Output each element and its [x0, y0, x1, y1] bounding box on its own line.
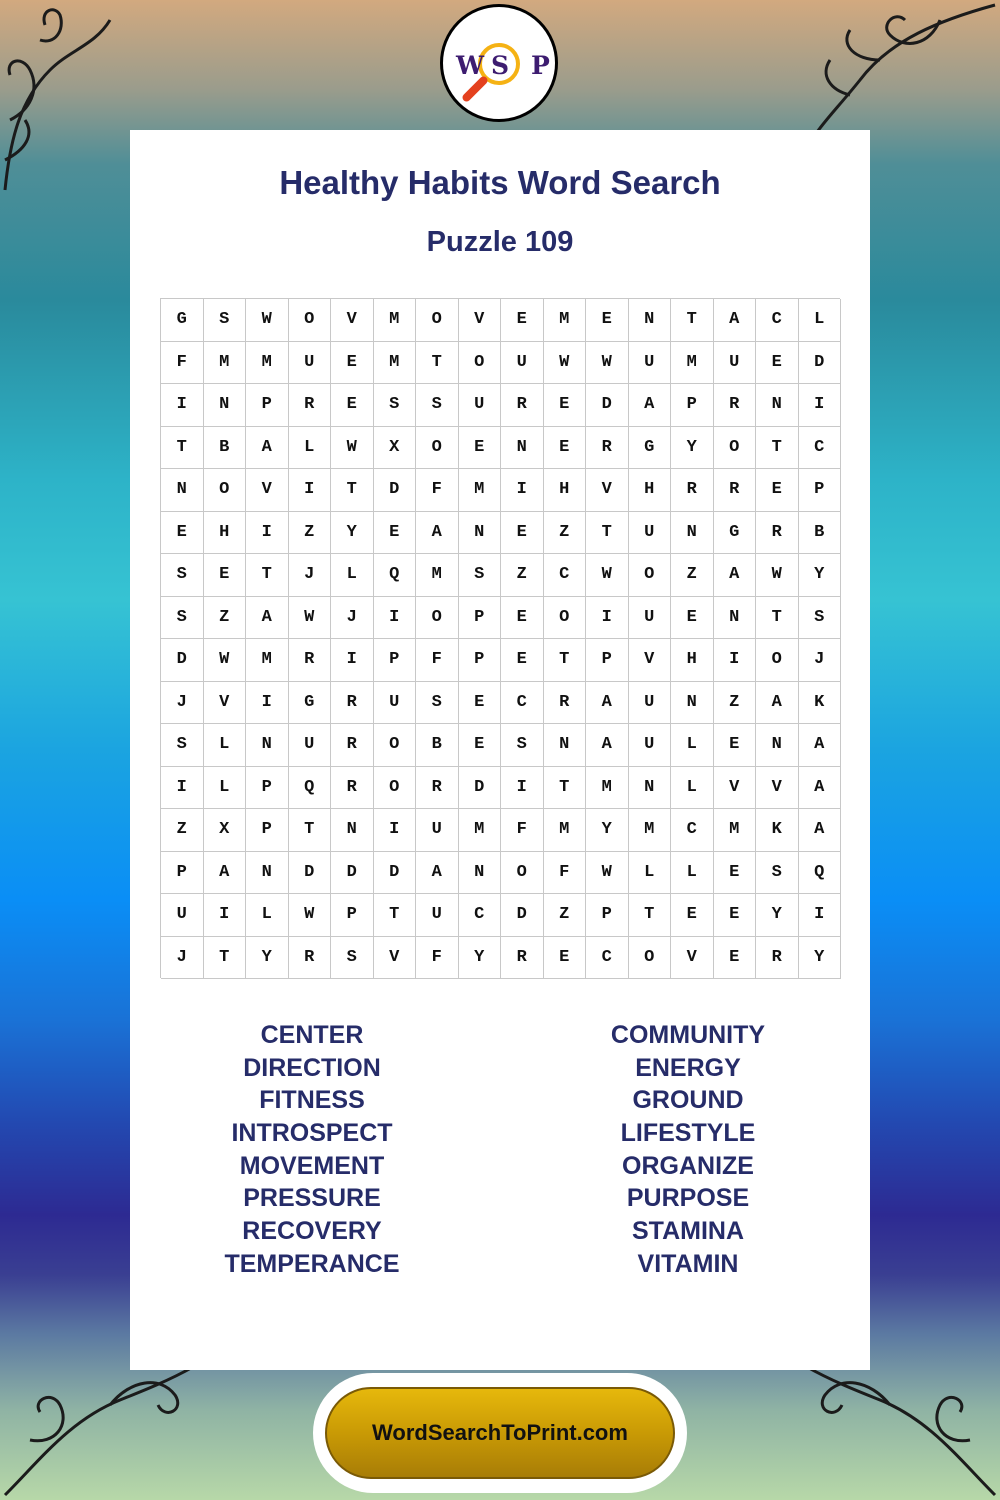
grid-cell[interactable]: R [544, 682, 587, 725]
grid-cell[interactable]: Y [586, 809, 629, 852]
word-list-item: TEMPERANCE [224, 1249, 400, 1278]
grid-cell[interactable]: E [714, 852, 757, 895]
grid-cell[interactable]: D [459, 767, 502, 810]
grid-cell[interactable]: I [204, 894, 247, 937]
grid-cell[interactable]: A [246, 597, 289, 640]
grid-cell[interactable]: W [586, 852, 629, 895]
grid-cell[interactable]: A [799, 767, 842, 810]
word-list-left [162, 1019, 462, 1281]
grid-cell[interactable]: S [331, 937, 374, 980]
grid-cell[interactable]: E [459, 724, 502, 767]
grid-cell[interactable]: V [756, 767, 799, 810]
grid-cell[interactable]: Y [799, 554, 842, 597]
grid-cell[interactable]: B [799, 512, 842, 555]
word-list-item: COMMUNITY [610, 1021, 766, 1049]
grid-cell[interactable]: C [671, 809, 714, 852]
grid-cell[interactable]: L [204, 724, 247, 767]
grid-cell[interactable]: V [204, 682, 247, 725]
footer-site-name: WordSearchToPrint.com [372, 1420, 628, 1445]
grid-cell[interactable]: O [416, 427, 459, 470]
grid-cell[interactable]: F [544, 852, 587, 895]
grid-cell[interactable]: Q [289, 767, 332, 810]
grid-cell[interactable]: I [501, 469, 544, 512]
page-title: Healthy Habits Word Search [279, 164, 721, 201]
grid-cell[interactable]: M [629, 809, 672, 852]
grid-cell[interactable]: U [629, 512, 672, 555]
grid-cell[interactable]: L [246, 894, 289, 937]
footer-link-button[interactable] [325, 1387, 675, 1479]
grid-cell[interactable]: P [374, 639, 417, 682]
grid-cell[interactable]: R [714, 469, 757, 512]
grid-cell[interactable]: E [459, 682, 502, 725]
grid-cell[interactable]: Z [501, 554, 544, 597]
grid-cell[interactable]: S [161, 724, 204, 767]
grid-cell[interactable]: P [459, 597, 502, 640]
grid-cell[interactable]: A [204, 852, 247, 895]
grid-cell[interactable]: P [459, 639, 502, 682]
grid-cell[interactable]: E [714, 937, 757, 980]
grid-cell[interactable]: A [756, 682, 799, 725]
grid-cell[interactable]: R [331, 767, 374, 810]
grid-cell[interactable]: F [416, 937, 459, 980]
grid-cell[interactable]: K [756, 809, 799, 852]
grid-cell[interactable]: A [714, 299, 757, 342]
grid-cell[interactable]: U [416, 894, 459, 937]
word-list-item: ENERGY [635, 1053, 741, 1082]
grid-cell[interactable]: L [671, 767, 714, 810]
puzzle-number: Puzzle 109 [426, 226, 574, 258]
grid-cell[interactable]: R [756, 937, 799, 980]
grid-cell[interactable]: R [501, 937, 544, 980]
grid-cell[interactable]: M [204, 342, 247, 385]
grid-cell[interactable]: T [756, 427, 799, 470]
grid-cell[interactable]: Z [204, 597, 247, 640]
grid-cell[interactable]: R [714, 384, 757, 427]
grid-cell[interactable]: W [586, 342, 629, 385]
grid-cell[interactable]: L [331, 554, 374, 597]
grid-cell[interactable]: J [799, 639, 842, 682]
grid-cell[interactable]: M [459, 809, 502, 852]
grid-cell[interactable]: P [586, 894, 629, 937]
grid-cell[interactable]: L [204, 767, 247, 810]
word-list-item: FITNESS [259, 1086, 365, 1115]
grid-cell[interactable]: S [459, 554, 502, 597]
grid-cell[interactable]: S [374, 384, 417, 427]
grid-cell[interactable]: E [544, 937, 587, 980]
grid-cell[interactable]: H [204, 512, 247, 555]
grid-cell[interactable]: X [204, 809, 247, 852]
grid-cell[interactable]: D [586, 384, 629, 427]
grid-cell[interactable]: O [289, 299, 332, 342]
grid-cell[interactable]: C [501, 682, 544, 725]
grid-cell[interactable]: M [246, 342, 289, 385]
grid-cell[interactable]: M [586, 767, 629, 810]
grid-cell[interactable]: N [331, 809, 374, 852]
grid-cell[interactable]: T [544, 767, 587, 810]
grid-cell[interactable]: Z [161, 809, 204, 852]
grid-cell[interactable]: D [374, 852, 417, 895]
grid-cell[interactable]: J [331, 597, 374, 640]
grid-cell[interactable]: V [459, 299, 502, 342]
grid-cell[interactable]: H [671, 639, 714, 682]
grid-cell[interactable]: E [714, 724, 757, 767]
grid-cell[interactable]: N [756, 724, 799, 767]
grid-cell[interactable]: E [671, 597, 714, 640]
grid-cell[interactable]: J [161, 682, 204, 725]
grid-cell[interactable]: E [586, 299, 629, 342]
grid-cell[interactable]: C [586, 937, 629, 980]
word-list-right [538, 1019, 838, 1281]
grid-cell[interactable]: N [246, 724, 289, 767]
grid-cell[interactable]: E [756, 342, 799, 385]
grid-cell[interactable]: N [459, 852, 502, 895]
letter-grid [160, 298, 840, 978]
grid-cell[interactable]: E [544, 427, 587, 470]
grid-cell[interactable]: A [416, 512, 459, 555]
grid-cell[interactable]: E [544, 384, 587, 427]
grid-cell[interactable]: P [246, 767, 289, 810]
grid-cell[interactable]: M [374, 342, 417, 385]
grid-cell[interactable]: N [671, 512, 714, 555]
grid-cell[interactable]: V [331, 299, 374, 342]
grid-cell[interactable]: I [289, 469, 332, 512]
grid-cell[interactable]: E [331, 384, 374, 427]
grid-cell[interactable]: O [756, 639, 799, 682]
grid-cell[interactable]: N [459, 512, 502, 555]
grid-cell[interactable]: A [586, 724, 629, 767]
grid-cell[interactable]: N [544, 724, 587, 767]
grid-cell[interactable]: S [799, 597, 842, 640]
grid-cell[interactable]: V [714, 767, 757, 810]
grid-cell[interactable]: F [416, 469, 459, 512]
grid-cell[interactable]: I [799, 384, 842, 427]
grid-cell[interactable]: I [161, 767, 204, 810]
grid-cell[interactable]: B [204, 427, 247, 470]
grid-cell[interactable]: Z [544, 512, 587, 555]
grid-cell[interactable]: U [714, 342, 757, 385]
word-list-item: PURPOSE [626, 1184, 750, 1213]
grid-cell[interactable]: R [289, 937, 332, 980]
grid-cell[interactable]: O [629, 554, 672, 597]
grid-cell[interactable]: G [289, 682, 332, 725]
grid-cell[interactable]: R [331, 724, 374, 767]
grid-cell[interactable]: D [799, 342, 842, 385]
grid-cell[interactable]: E [161, 512, 204, 555]
grid-cell[interactable]: V [671, 937, 714, 980]
grid-cell[interactable]: U [289, 342, 332, 385]
grid-cell[interactable]: P [246, 384, 289, 427]
grid-cell[interactable]: E [501, 512, 544, 555]
grid-cell[interactable]: Z [289, 512, 332, 555]
grid-cell[interactable]: N [671, 682, 714, 725]
site-logo[interactable] [440, 4, 558, 122]
grid-cell[interactable]: I [331, 639, 374, 682]
grid-cell[interactable]: C [799, 427, 842, 470]
grid-cell[interactable]: N [756, 384, 799, 427]
grid-cell[interactable]: O [714, 427, 757, 470]
grid-cell[interactable]: P [799, 469, 842, 512]
grid-cell[interactable]: U [416, 809, 459, 852]
grid-cell[interactable]: F [416, 639, 459, 682]
grid-cell[interactable]: J [289, 554, 332, 597]
grid-cell[interactable]: T [756, 597, 799, 640]
grid-cell[interactable]: U [289, 724, 332, 767]
grid-cell[interactable]: Y [459, 937, 502, 980]
grid-cell[interactable]: O [416, 299, 459, 342]
grid-cell[interactable]: E [501, 299, 544, 342]
grid-cell[interactable]: E [501, 597, 544, 640]
grid-cell[interactable]: C [459, 894, 502, 937]
grid-cell[interactable]: U [629, 597, 672, 640]
word-list-item: RECOVERY [242, 1217, 382, 1246]
grid-cell[interactable]: U [629, 342, 672, 385]
word-list-item: DIRECTION [243, 1053, 381, 1082]
grid-cell[interactable]: W [204, 639, 247, 682]
word-list-item: MOVEMENT [239, 1151, 385, 1180]
word-list-item: VITAMIN [637, 1249, 739, 1278]
grid-cell[interactable]: F [501, 809, 544, 852]
grid-cell[interactable]: U [374, 682, 417, 725]
grid-cell[interactable]: B [416, 724, 459, 767]
grid-cell[interactable]: Y [756, 894, 799, 937]
grid-cell[interactable]: U [629, 682, 672, 725]
grid-cell[interactable]: N [714, 597, 757, 640]
word-list-item: CENTER [260, 1021, 364, 1049]
grid-cell[interactable]: P [586, 639, 629, 682]
grid-cell[interactable]: H [629, 469, 672, 512]
grid-cell[interactable]: R [289, 639, 332, 682]
grid-cell[interactable]: M [374, 299, 417, 342]
grid-cell[interactable]: N [629, 767, 672, 810]
grid-cell[interactable]: D [161, 639, 204, 682]
grid-cell[interactable]: W [289, 597, 332, 640]
grid-cell[interactable]: S [756, 852, 799, 895]
grid-cell[interactable]: O [416, 597, 459, 640]
grid-cell[interactable]: L [799, 299, 842, 342]
grid-cell[interactable]: P [671, 384, 714, 427]
grid-cell[interactable]: T [246, 554, 289, 597]
word-list-item: ORGANIZE [622, 1151, 754, 1180]
grid-cell[interactable]: T [374, 894, 417, 937]
grid-cell[interactable]: A [629, 384, 672, 427]
grid-cell[interactable]: C [544, 554, 587, 597]
grid-cell[interactable]: T [629, 894, 672, 937]
grid-cell[interactable]: L [289, 427, 332, 470]
grid-cell[interactable]: E [331, 342, 374, 385]
grid-cell[interactable]: K [799, 682, 842, 725]
grid-cell[interactable]: M [459, 469, 502, 512]
grid-cell[interactable]: Q [374, 554, 417, 597]
grid-cell[interactable]: T [289, 809, 332, 852]
grid-cell[interactable]: G [161, 299, 204, 342]
grid-cell[interactable]: D [501, 894, 544, 937]
grid-cell[interactable]: P [246, 809, 289, 852]
grid-cell[interactable]: M [246, 639, 289, 682]
grid-cell[interactable]: O [374, 767, 417, 810]
grid-cell[interactable]: G [714, 512, 757, 555]
grid-cell[interactable]: D [289, 852, 332, 895]
grid-cell[interactable]: E [501, 639, 544, 682]
grid-cell[interactable]: W [331, 427, 374, 470]
grid-cell[interactable]: Z [714, 682, 757, 725]
grid-cell[interactable]: V [246, 469, 289, 512]
grid-cell[interactable]: E [714, 894, 757, 937]
grid-cell[interactable]: P [161, 852, 204, 895]
grid-cell[interactable]: O [629, 937, 672, 980]
grid-cell[interactable]: N [246, 852, 289, 895]
grid-cell[interactable]: T [204, 937, 247, 980]
grid-cell[interactable]: T [671, 299, 714, 342]
grid-cell[interactable]: C [756, 299, 799, 342]
grid-cell[interactable]: E [459, 427, 502, 470]
grid-cell[interactable]: U [459, 384, 502, 427]
grid-cell[interactable]: M [544, 809, 587, 852]
grid-cell[interactable]: I [501, 767, 544, 810]
grid-cell[interactable]: Y [246, 937, 289, 980]
grid-cell[interactable]: U [161, 894, 204, 937]
grid-cell[interactable]: Y [331, 512, 374, 555]
grid-cell[interactable]: E [756, 469, 799, 512]
grid-cell[interactable]: H [544, 469, 587, 512]
grid-cell[interactable]: A [246, 427, 289, 470]
grid-cell[interactable]: U [629, 724, 672, 767]
grid-cell[interactable]: T [586, 512, 629, 555]
grid-cell[interactable]: O [459, 342, 502, 385]
grid-cell[interactable]: A [799, 724, 842, 767]
grid-cell[interactable]: D [331, 852, 374, 895]
grid-cell[interactable]: I [161, 384, 204, 427]
grid-cell[interactable]: Y [671, 427, 714, 470]
word-list-item: PRESSURE [243, 1184, 381, 1213]
grid-cell[interactable]: I [374, 597, 417, 640]
logo-letter-w: W [456, 51, 485, 80]
grid-cell[interactable]: L [671, 724, 714, 767]
grid-cell[interactable]: M [714, 809, 757, 852]
grid-cell[interactable]: G [629, 427, 672, 470]
grid-cell[interactable]: R [501, 384, 544, 427]
grid-cell[interactable]: R [756, 512, 799, 555]
grid-cell[interactable]: O [204, 469, 247, 512]
grid-cell[interactable]: Z [544, 894, 587, 937]
grid-cell[interactable]: E [671, 894, 714, 937]
grid-cell[interactable]: T [161, 427, 204, 470]
grid-cell[interactable]: N [501, 427, 544, 470]
corner-ornament-top-right [810, 0, 1000, 140]
grid-cell[interactable]: U [501, 342, 544, 385]
grid-cell[interactable]: Q [799, 852, 842, 895]
grid-cell[interactable]: T [331, 469, 374, 512]
grid-cell[interactable]: N [204, 384, 247, 427]
grid-cell[interactable]: A [586, 682, 629, 725]
grid-cell[interactable]: Z [671, 554, 714, 597]
grid-cell[interactable]: O [374, 724, 417, 767]
grid-cell[interactable]: R [289, 384, 332, 427]
grid-cell[interactable]: I [714, 639, 757, 682]
word-list-item: STAMINA [631, 1217, 745, 1246]
grid-cell[interactable]: E [374, 512, 417, 555]
grid-cell[interactable]: I [246, 682, 289, 725]
grid-cell[interactable]: I [246, 512, 289, 555]
grid-cell[interactable]: S [416, 384, 459, 427]
grid-cell[interactable]: D [374, 469, 417, 512]
grid-cell[interactable]: I [799, 894, 842, 937]
grid-cell[interactable]: L [671, 852, 714, 895]
grid-cell[interactable]: M [544, 299, 587, 342]
grid-cell[interactable]: S [204, 299, 247, 342]
grid-cell[interactable]: V [374, 937, 417, 980]
grid-cell[interactable]: I [586, 597, 629, 640]
logo-letter-p: P [531, 51, 550, 80]
grid-cell[interactable]: R [416, 767, 459, 810]
grid-cell[interactable]: S [416, 682, 459, 725]
grid-cell[interactable]: W [756, 554, 799, 597]
grid-cell[interactable]: S [161, 554, 204, 597]
grid-cell[interactable]: R [586, 427, 629, 470]
word-list-item: INTROSPECT [231, 1119, 393, 1148]
grid-cell[interactable]: W [586, 554, 629, 597]
word-list-item: GROUND [632, 1086, 744, 1115]
grid-cell[interactable]: F [161, 342, 204, 385]
grid-cell[interactable]: Y [799, 937, 842, 980]
grid-cell[interactable]: M [671, 342, 714, 385]
grid-cell[interactable]: W [544, 342, 587, 385]
grid-cell[interactable]: V [629, 639, 672, 682]
grid-cell[interactable]: W [289, 894, 332, 937]
grid-cell[interactable]: A [799, 809, 842, 852]
grid-cell[interactable]: W [246, 299, 289, 342]
grid-cell[interactable]: L [629, 852, 672, 895]
grid-cell[interactable]: A [714, 554, 757, 597]
grid-cell[interactable]: I [374, 809, 417, 852]
grid-cell[interactable]: T [544, 639, 587, 682]
grid-cell[interactable]: R [671, 469, 714, 512]
grid-cell[interactable]: M [416, 554, 459, 597]
grid-cell[interactable]: P [331, 894, 374, 937]
grid-cell[interactable]: S [161, 597, 204, 640]
grid-cell[interactable]: V [586, 469, 629, 512]
grid-cell[interactable]: S [501, 724, 544, 767]
word-list-item: LIFESTYLE [620, 1119, 756, 1148]
grid-cell[interactable]: R [331, 682, 374, 725]
grid-cell[interactable]: E [204, 554, 247, 597]
grid-cell[interactable]: O [544, 597, 587, 640]
grid-cell[interactable]: N [629, 299, 672, 342]
grid-cell[interactable]: X [374, 427, 417, 470]
logo-letter-s: S [491, 51, 510, 80]
grid-cell[interactable]: T [416, 342, 459, 385]
grid-cell[interactable]: J [161, 937, 204, 980]
grid-cell[interactable]: A [416, 852, 459, 895]
grid-cell[interactable]: O [501, 852, 544, 895]
grid-cell[interactable]: N [161, 469, 204, 512]
